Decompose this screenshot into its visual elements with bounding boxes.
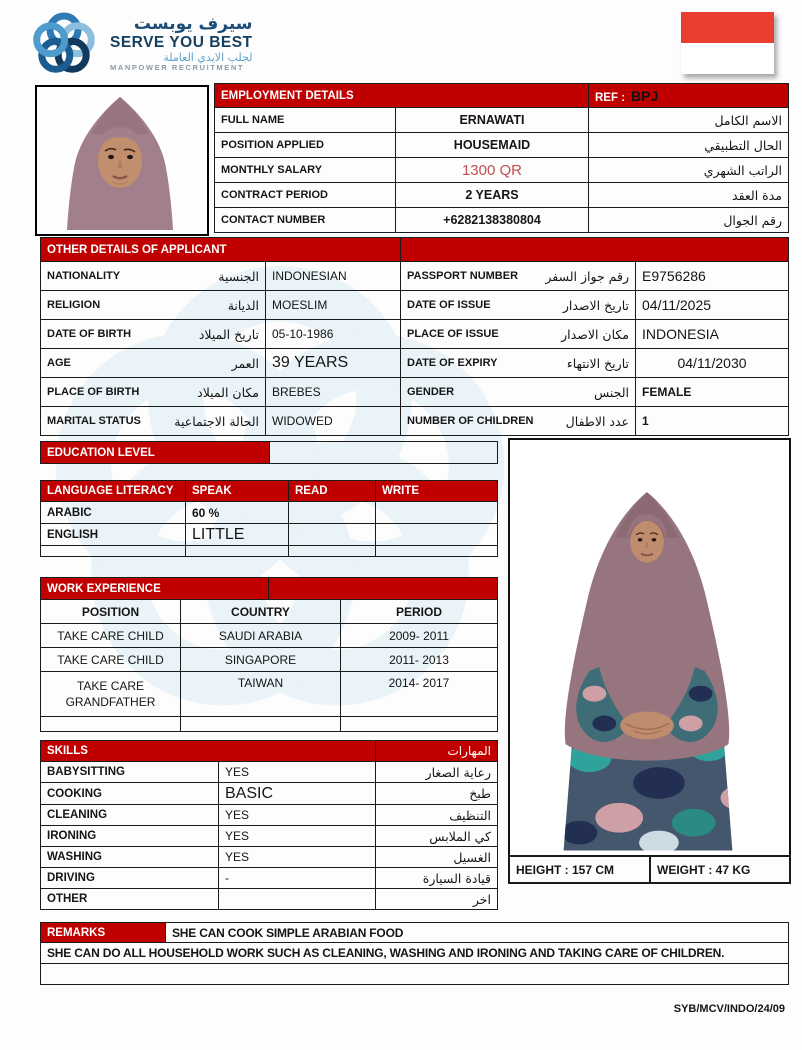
language-literacy-table	[40, 480, 498, 557]
arabic-language-label: ARABIC	[41, 502, 186, 524]
date-of-expiry-value: 04/11/2030	[636, 349, 789, 378]
arabic-speak-value: 60 %	[186, 502, 289, 524]
passport-number-value: E9756286	[636, 262, 789, 291]
english-read-value	[289, 524, 376, 546]
ironing-value: YES	[219, 826, 376, 847]
position-column-header: POSITION	[41, 600, 181, 624]
date-of-issue-label: DATE OF ISSUE تاريخ الاصدار	[401, 291, 636, 320]
number-of-children-label: NUMBER OF CHILDREN عدد الاطفال	[401, 407, 636, 436]
position-applied-label-arabic: الحال التطبيقي	[589, 133, 789, 158]
washing-value: YES	[219, 847, 376, 868]
work-experience-header-spacer	[269, 578, 498, 600]
ironing-label: IRONING	[41, 826, 219, 847]
place-of-birth-value: BREBES	[266, 378, 401, 407]
contact-number-value: +6282138380804	[396, 208, 589, 233]
period-column-header: PERIOD	[341, 600, 498, 624]
monthly-salary-label: MONTHLY SALARY	[215, 158, 396, 183]
flag-red-band	[681, 12, 774, 43]
language-literacy-header: LANGUAGE LITERACY	[41, 481, 186, 502]
other-skill-label-arabic: اخر	[376, 889, 498, 910]
driving-label-arabic: قيادة السيارة	[376, 868, 498, 889]
contract-period-value: 2 YEARS	[396, 183, 589, 208]
experience-row-country: SINGAPORE	[181, 648, 341, 672]
height-value: HEIGHT : 157 CM	[509, 856, 650, 883]
remarks-line2: SHE CAN DO ALL HOUSEHOLD WORK SUCH AS CLEANING, WASHING AND IRONING AND TAKING CARE OF CHILDREN.	[41, 943, 789, 964]
date-of-issue-value: 04/11/2025	[636, 291, 789, 320]
other-details-table	[40, 237, 789, 436]
cooking-value: BASIC	[219, 783, 376, 805]
english-language-label: ENGLISH	[41, 524, 186, 546]
gender-value: FEMALE	[636, 378, 789, 407]
other-skill-value	[219, 889, 376, 910]
remarks-header: REMARKS	[41, 923, 166, 943]
applicant-fullbody-photo	[508, 438, 791, 857]
country-column-header: COUNTRY	[181, 600, 341, 624]
cooking-label: COOKING	[41, 783, 219, 805]
experience-row-position: TAKE CARE GRANDFATHER	[41, 672, 181, 717]
babysitting-label: BABYSITTING	[41, 762, 219, 783]
agency-logo-block	[28, 8, 253, 80]
nationality-value: INDONESIAN	[266, 262, 401, 291]
marital-status-label: MARITAL STATUS الحالة الاجتماعية	[41, 407, 266, 436]
date-of-expiry-label: DATE OF EXPIRY تاريخ الانتهاء	[401, 349, 636, 378]
skills-table	[40, 740, 498, 910]
full-name-value: ERNAWATI	[396, 108, 589, 133]
brand-tagline: MANPOWER RECRUITMENT	[110, 63, 245, 73]
driving-label: DRIVING	[41, 868, 219, 889]
remarks-empty-row	[41, 964, 789, 985]
work-experience-header: WORK EXPERIENCE	[41, 578, 269, 600]
position-applied-label: POSITION APPLIED	[215, 133, 396, 158]
experience-row-period: 2009- 2011	[341, 624, 498, 648]
skills-header: SKILLS	[41, 741, 376, 762]
other-details-header: OTHER DETAILS OF APPLICANT	[41, 238, 401, 262]
work-experience-header-bar	[40, 577, 498, 600]
passport-number-label: PASSPORT NUMBER رقم جواز السفر	[401, 262, 636, 291]
education-level-header: EDUCATION LEVEL	[41, 442, 270, 464]
other-details-header-right	[401, 238, 789, 262]
work-experience-table	[40, 599, 498, 732]
full-name-label: FULL NAME	[215, 108, 396, 133]
monthly-salary-value: 1300 QR	[396, 158, 589, 183]
experience-row-period: 2014- 2017	[341, 672, 498, 717]
arabic-read-value	[289, 502, 376, 524]
contract-period-label: CONTRACT PERIOD	[215, 183, 396, 208]
employment-details-header: EMPLOYMENT DETAILS	[215, 84, 589, 108]
monthly-salary-label-arabic: الراتب الشهري	[589, 158, 789, 183]
number-of-children-value: 1	[636, 407, 789, 436]
arabic-write-value	[376, 502, 498, 524]
contact-number-label-arabic: رقم الجوال	[589, 208, 789, 233]
date-of-birth-label: DATE OF BIRTH تاريخ الميلاد	[41, 320, 266, 349]
babysitting-value: YES	[219, 762, 376, 783]
cooking-label-arabic: طبخ	[376, 783, 498, 805]
age-label: AGE العمر	[41, 349, 266, 378]
nationality-label: NATIONALITY الجنسية	[41, 262, 266, 291]
remarks-line1: SHE CAN COOK SIMPLE ARABIAN FOOD	[166, 923, 789, 943]
babysitting-label-arabic: رعاية الصغار	[376, 762, 498, 783]
contact-number-label: CONTACT NUMBER	[215, 208, 396, 233]
date-of-birth-value: 05-10-1986	[266, 320, 401, 349]
driving-value: -	[219, 868, 376, 889]
brand-tagline-arabic: لجلب الايدي العاملة	[163, 50, 253, 64]
language-empty-cell	[41, 546, 186, 557]
full-name-label-arabic: الاسم الكامل	[589, 108, 789, 133]
brand-name-arabic: سيرف يوبست	[133, 14, 253, 35]
read-header: READ	[289, 481, 376, 502]
skills-header-arabic: المهارات	[376, 741, 498, 762]
marital-status-value: WIDOWED	[266, 407, 401, 436]
write-header: WRITE	[376, 481, 498, 502]
english-write-value	[376, 524, 498, 546]
applicant-headshot-photo	[35, 85, 209, 236]
employment-details-table	[214, 83, 789, 233]
contract-period-label-arabic: مدة العقد	[589, 183, 789, 208]
speak-header: SPEAK	[186, 481, 289, 502]
washing-label: WASHING	[41, 847, 219, 868]
position-applied-value: HOUSEMAID	[396, 133, 589, 158]
ref-label: REF :	[595, 91, 626, 104]
place-of-issue-label: PLACE OF ISSUE مكان الاصدار	[401, 320, 636, 349]
cleaning-label: CLEANING	[41, 805, 219, 826]
height-weight-table	[508, 855, 791, 884]
age-value: 39 YEARS	[266, 349, 401, 378]
experience-row-country: SAUDI ARABIA	[181, 624, 341, 648]
experience-empty-row	[41, 717, 181, 732]
brand-name: SERVE YOU BEST	[110, 34, 253, 52]
weight-value: WEIGHT : 47 KG	[650, 856, 790, 883]
cleaning-label-arabic: التنظيف	[376, 805, 498, 826]
ref-value: BPJ	[631, 87, 659, 104]
indonesia-flag	[681, 12, 774, 74]
education-level-value	[270, 442, 498, 464]
ironing-label-arabic: كي الملابس	[376, 826, 498, 847]
document-reference-code: SYB/MCV/INDO/24/09	[673, 1003, 785, 1015]
english-speak-value: LITTLE	[186, 524, 289, 546]
gender-label: GENDER الجنس	[401, 378, 636, 407]
religion-value: MOESLIM	[266, 291, 401, 320]
cleaning-value: YES	[219, 805, 376, 826]
other-skill-label: OTHER	[41, 889, 219, 910]
experience-row-country: TAIWAN	[181, 672, 341, 717]
ref-cell	[589, 84, 789, 108]
experience-row-position: TAKE CARE CHILD	[41, 624, 181, 648]
remarks-table	[40, 922, 789, 985]
flag-white-band	[681, 43, 774, 74]
experience-row-position: TAKE CARE CHILD	[41, 648, 181, 672]
experience-row-period: 2011- 2013	[341, 648, 498, 672]
place-of-birth-label: PLACE OF BIRTH مكان الميلاد	[41, 378, 266, 407]
place-of-issue-value: INDONESIA	[636, 320, 789, 349]
education-level-row	[40, 441, 498, 464]
religion-label: RELIGION الديانة	[41, 291, 266, 320]
washing-label-arabic: الغسيل	[376, 847, 498, 868]
agency-knot-logo-icon	[28, 8, 100, 80]
